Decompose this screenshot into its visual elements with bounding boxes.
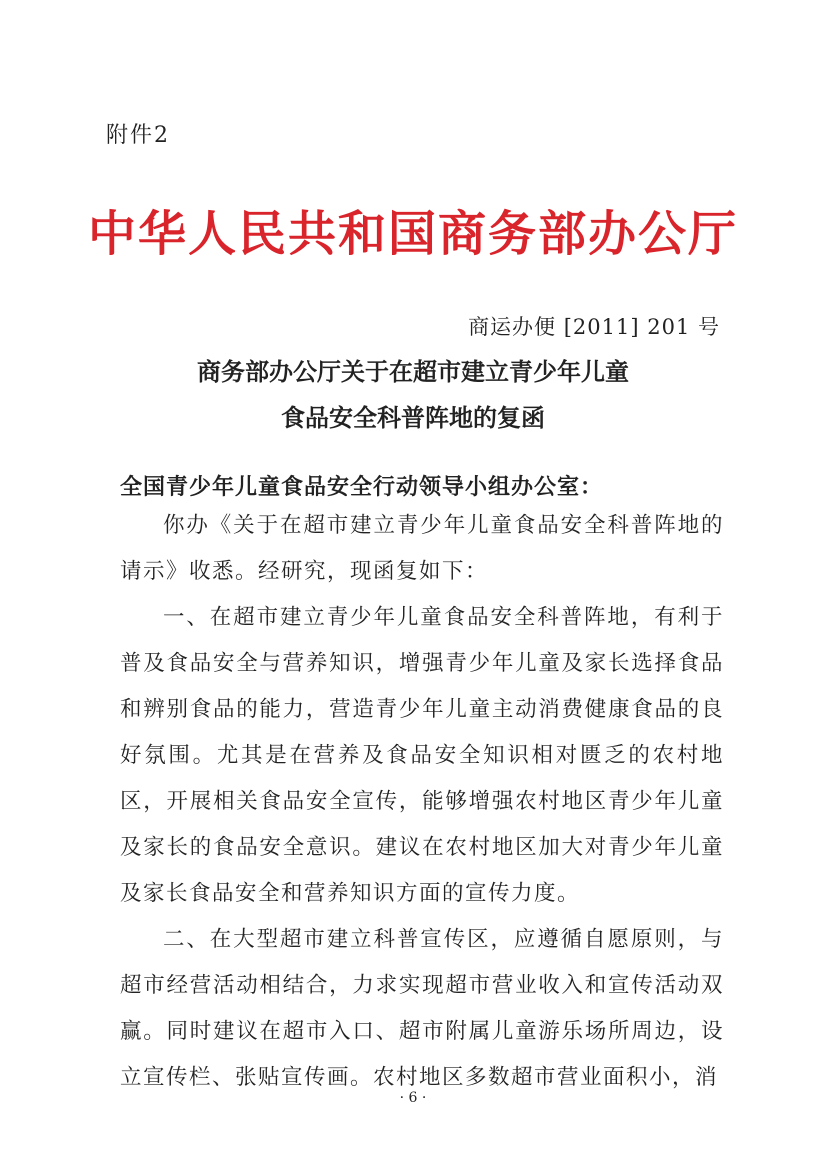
document-number: 商运办便 [2011] 201 号 — [468, 315, 720, 339]
masthead: 中华人民共和国商务部办公厅 — [87, 206, 738, 262]
title-line-2: 食品安全科普阵地的复函 — [281, 404, 545, 432]
page-number: · 6 · — [399, 1090, 427, 1106]
paragraph-1: 一、在超市建立青少年儿童食品安全科普阵地，有利于普及食品安全与营养知识，增强青少年儿童及家长选择食品和辨别食品的能力，营造青少年儿童主动消费健康食品的良好氛围。尤其是在营养及食品安全知识相对匮乏的农村地区，开展相关食品安全宣传，能够增强农村地区青少年儿童及家长的食品安全意识。建议在农村地区加大对青少年儿童及家长食品安全和营养知识方面的宣传力度。 — [120, 605, 724, 906]
body-text — [120, 503, 724, 1101]
paragraph-intro: 你办《关于在超市建立青少年儿童食品安全科普阵地的请示》收悉。经研究，现函复如下： — [120, 513, 724, 584]
paragraph-2: 二、在大型超市建立科普宣传区，应遵循自愿原则，与超市经营活动相结合，力求实现超市营业收入和宣传活动双赢。同时建议在超市入口、超市附属儿童游乐场所周边，设立宣传栏、张贴宣传画。农村地区多数超市营业面积小，消 — [120, 927, 724, 1090]
attachment-label: 附件2 — [106, 123, 170, 148]
title-line-1: 商务部办公厅关于在超市建立青少年儿童 — [197, 358, 629, 386]
addressee: 全国青少年儿童食品安全行动领导小组办公室： — [120, 475, 604, 500]
